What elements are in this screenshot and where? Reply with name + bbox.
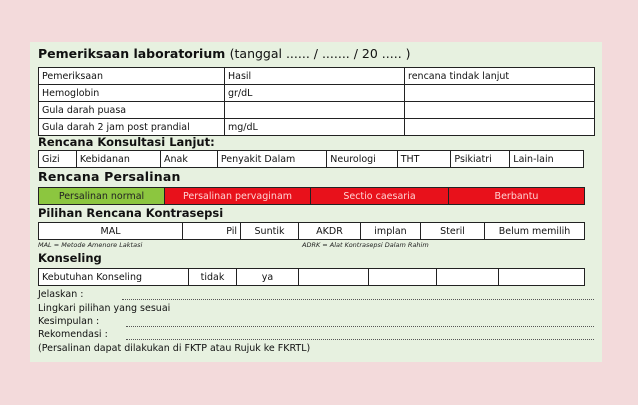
kontrasepsi-steril[interactable]: Steril <box>421 223 485 240</box>
persalinan-heading: Rencana Persalinan <box>38 169 181 184</box>
persalinan-berbantu[interactable]: Berbantu <box>449 188 585 205</box>
konsultasi-psikiatri[interactable]: Psikiatri <box>451 151 510 168</box>
konsultasi-gizi[interactable]: Gizi <box>39 151 77 168</box>
kesimpulan-line[interactable] <box>126 326 594 327</box>
konseling-blank-cell[interactable] <box>499 269 585 286</box>
result-cell[interactable] <box>225 102 405 119</box>
header-pemeriksaan: Pemeriksaan <box>39 68 225 85</box>
header-hasil: Hasil <box>225 68 405 85</box>
jelaskan-line[interactable] <box>122 299 594 300</box>
row-label: Hemoglobin <box>39 85 225 102</box>
konsultasi-kebidanan[interactable]: Kebidanan <box>76 151 160 168</box>
konseling-heading: Konseling <box>38 251 102 265</box>
konsultasi-tht[interactable]: THT <box>397 151 451 168</box>
rekomendasi-line[interactable] <box>126 339 594 340</box>
persalinan-table <box>38 187 585 205</box>
header-rencana: rencana tindak lanjut <box>405 68 595 85</box>
konsultasi-neurologi[interactable]: Neurologi <box>327 151 397 168</box>
konsultasi-lain-lain[interactable]: Lain-lain <box>510 151 584 168</box>
row-label: Gula darah 2 jam post prandial <box>39 119 225 136</box>
mal-note: MAL = Metode Amenore Laktasi <box>38 241 143 249</box>
row-label: Gula darah puasa <box>39 102 225 119</box>
kesimpulan-label: Kesimpulan : <box>38 316 100 327</box>
table-header-row <box>39 68 595 85</box>
konseling-blank-cell[interactable] <box>299 269 369 286</box>
konseling-tidak[interactable]: tidak <box>189 269 237 286</box>
konsultasi-heading: Rencana Konsultasi Lanjut: <box>38 135 215 149</box>
result-cell[interactable]: gr/dL <box>225 85 405 102</box>
lingkari-label: Lingkari pilihan yang sesuai <box>38 303 171 314</box>
persalinan-sectio-caesaria[interactable]: Sectio caesaria <box>311 188 449 205</box>
kontrasepsi-suntik[interactable]: Suntik <box>241 223 299 240</box>
persalinan-pervaginam[interactable]: Persalinan pervaginam <box>165 188 311 205</box>
rekomendasi-label: Rekomendasi : <box>38 329 108 340</box>
konsultasi-anak[interactable]: Anak <box>161 151 218 168</box>
konsultasi-penyakit-dalam[interactable]: Penyakit Dalam <box>217 151 326 168</box>
kontrasepsi-mal[interactable]: MAL <box>39 223 183 240</box>
form-title <box>38 46 411 61</box>
lab-form-card <box>30 42 602 362</box>
konseling-ya[interactable]: ya <box>237 269 299 286</box>
kontrasepsi-pil[interactable]: Pil <box>183 223 241 240</box>
akdr-note: ADRK = Alat Kontrasepsi Dalam Rahim <box>302 241 429 249</box>
result-cell[interactable]: mg/dL <box>225 119 405 136</box>
konseling-label: Kebutuhan Konseling <box>39 269 189 286</box>
followup-cell[interactable] <box>405 102 595 119</box>
footer-note: (Persalinan dapat dilakukan di FKTP atau Rujuk ke FKRTL) <box>38 343 311 354</box>
table-row <box>39 119 595 136</box>
kontrasepsi-table <box>38 222 585 240</box>
konsultasi-table <box>38 150 584 168</box>
kontrasepsi-heading: Pilihan Rencana Kontrasepsi <box>38 206 224 220</box>
kontrasepsi-belum-memilih[interactable]: Belum memilih <box>485 223 585 240</box>
form-title-date: (tanggal ...... / ....... / 20 ..... ) <box>229 46 411 61</box>
konseling-blank-cell[interactable] <box>437 269 499 286</box>
table-row <box>39 85 595 102</box>
kontrasepsi-implan[interactable]: implan <box>361 223 421 240</box>
persalinan-normal[interactable]: Persalinan normal <box>39 188 165 205</box>
konseling-table <box>38 268 585 286</box>
lab-table <box>38 67 595 136</box>
konseling-blank-cell[interactable] <box>369 269 437 286</box>
jelaskan-label: Jelaskan : <box>38 289 84 300</box>
kontrasepsi-akdr[interactable]: AKDR <box>299 223 361 240</box>
followup-cell[interactable] <box>405 85 595 102</box>
table-row <box>39 102 595 119</box>
followup-cell[interactable] <box>405 119 595 136</box>
form-title-bold: Pemeriksaan laboratorium <box>38 46 226 61</box>
